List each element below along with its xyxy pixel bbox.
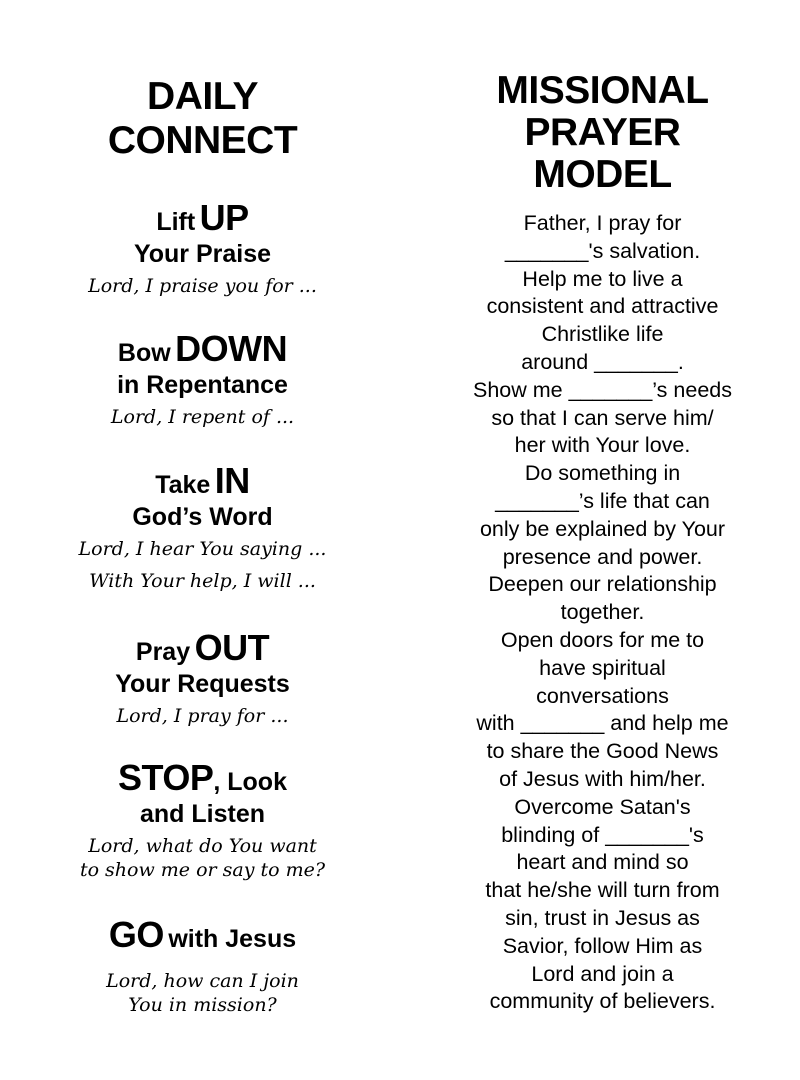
prayer-line: around _______. <box>521 349 684 374</box>
section-heading <box>0 197 405 244</box>
heading-lead: Take <box>155 471 211 499</box>
heading-key: GO <box>108 914 164 955</box>
section-prompt: to show me or say to me? <box>79 859 326 881</box>
daily-connect-title <box>0 0 405 163</box>
section-prompt: Lord, I repent of ... <box>110 406 295 428</box>
section-subheading: in Repentance <box>117 371 288 399</box>
heading-key: IN <box>214 460 250 501</box>
prayer-line: sin, trust in Jesus as <box>505 905 700 930</box>
prayer-line: to share the Good News <box>486 739 719 764</box>
heading-trail: , Look <box>213 768 287 796</box>
prayer-line: that he/she will turn from <box>485 878 720 903</box>
prayer-line: of Jesus with him/her. <box>499 766 706 791</box>
title-line: PRAYER <box>524 111 681 154</box>
prayer-line: blinding of _______'s <box>501 822 704 847</box>
prayer-line: Father, I pray for <box>523 211 682 235</box>
missional-prayer-column <box>405 0 800 1014</box>
prayer-line: consistent and attractive <box>486 294 719 319</box>
section-heading <box>0 328 405 375</box>
prayer-text <box>405 210 800 1016</box>
heading-trail: with Jesus <box>168 925 297 953</box>
title-line: MISSIONAL <box>496 69 709 112</box>
daily-connect-column <box>0 0 405 1016</box>
title-line: CONNECT <box>107 119 298 162</box>
prayer-line: together. <box>560 600 645 625</box>
section-prompt: Lord, I hear You saying ... <box>78 538 327 560</box>
prayer-line: Christlike life <box>541 322 664 347</box>
heading-lead: Pray <box>135 638 191 666</box>
section-take-in <box>0 460 405 593</box>
section-prompt: You in mission? <box>128 994 277 1016</box>
prayer-line: conversations <box>536 683 669 708</box>
section-subheading: and Listen <box>139 800 265 828</box>
prayer-line: have spiritual <box>539 655 666 680</box>
section-bow-down <box>0 328 405 429</box>
section-heading <box>0 460 405 507</box>
section-subheading: Your Praise <box>133 240 272 268</box>
prayer-line: with _______ and help me <box>476 711 729 736</box>
heading-lead: Bow <box>117 339 171 367</box>
title-line: MODEL <box>533 153 672 196</box>
missional-prayer-title <box>405 0 800 196</box>
prayer-line: Help me to live a <box>522 266 683 291</box>
heading-key: DOWN <box>175 328 288 369</box>
prayer-line: Overcome Satan's <box>514 794 691 819</box>
section-subheading: God’s Word <box>132 503 273 531</box>
section-prompt: Lord, how can I join <box>106 970 299 992</box>
section-pray-out <box>0 627 405 728</box>
prayer-line: community of believers. <box>489 989 716 1014</box>
section-prompt: Lord, I praise you for ... <box>88 275 317 297</box>
section-heading <box>0 627 405 674</box>
prayer-line: _______'s salvation. <box>504 238 701 263</box>
prayer-line: Deepen our relationship <box>488 572 717 597</box>
section-heading <box>0 757 405 804</box>
prayer-line: only be explained by Your <box>479 516 726 541</box>
heading-key: STOP <box>118 757 214 798</box>
heading-key: UP <box>199 197 249 238</box>
prayer-line: her with Your love. <box>514 433 691 458</box>
prayer-line: heart and mind so <box>516 850 689 875</box>
prayer-line: Do something in <box>524 461 681 486</box>
section-heading <box>0 914 405 961</box>
section-prompt: Lord, I pray for ... <box>116 705 289 727</box>
title-line: DAILY <box>147 75 258 118</box>
prayer-line: presence and power. <box>502 544 703 569</box>
prayer-line: Lord and join a <box>531 961 674 986</box>
prayer-line: Open doors for me to <box>500 627 705 652</box>
section-prompt: Lord, what do You want <box>88 835 317 857</box>
section-stop-look <box>0 757 405 882</box>
prayer-line: Show me _______’s needs <box>473 377 732 402</box>
prayer-line: so that I can serve him/ <box>491 405 714 430</box>
prayer-line: _______’s life that can <box>495 488 710 513</box>
section-prompt: With Your help, I will ... <box>89 570 316 592</box>
section-lift-up <box>0 197 405 298</box>
heading-lead: Lift <box>156 208 196 236</box>
heading-key: OUT <box>194 627 270 668</box>
section-subheading: Your Requests <box>115 670 290 698</box>
section-go-with-jesus <box>0 914 405 1017</box>
prayer-line: Savior, follow Him as <box>502 933 703 958</box>
